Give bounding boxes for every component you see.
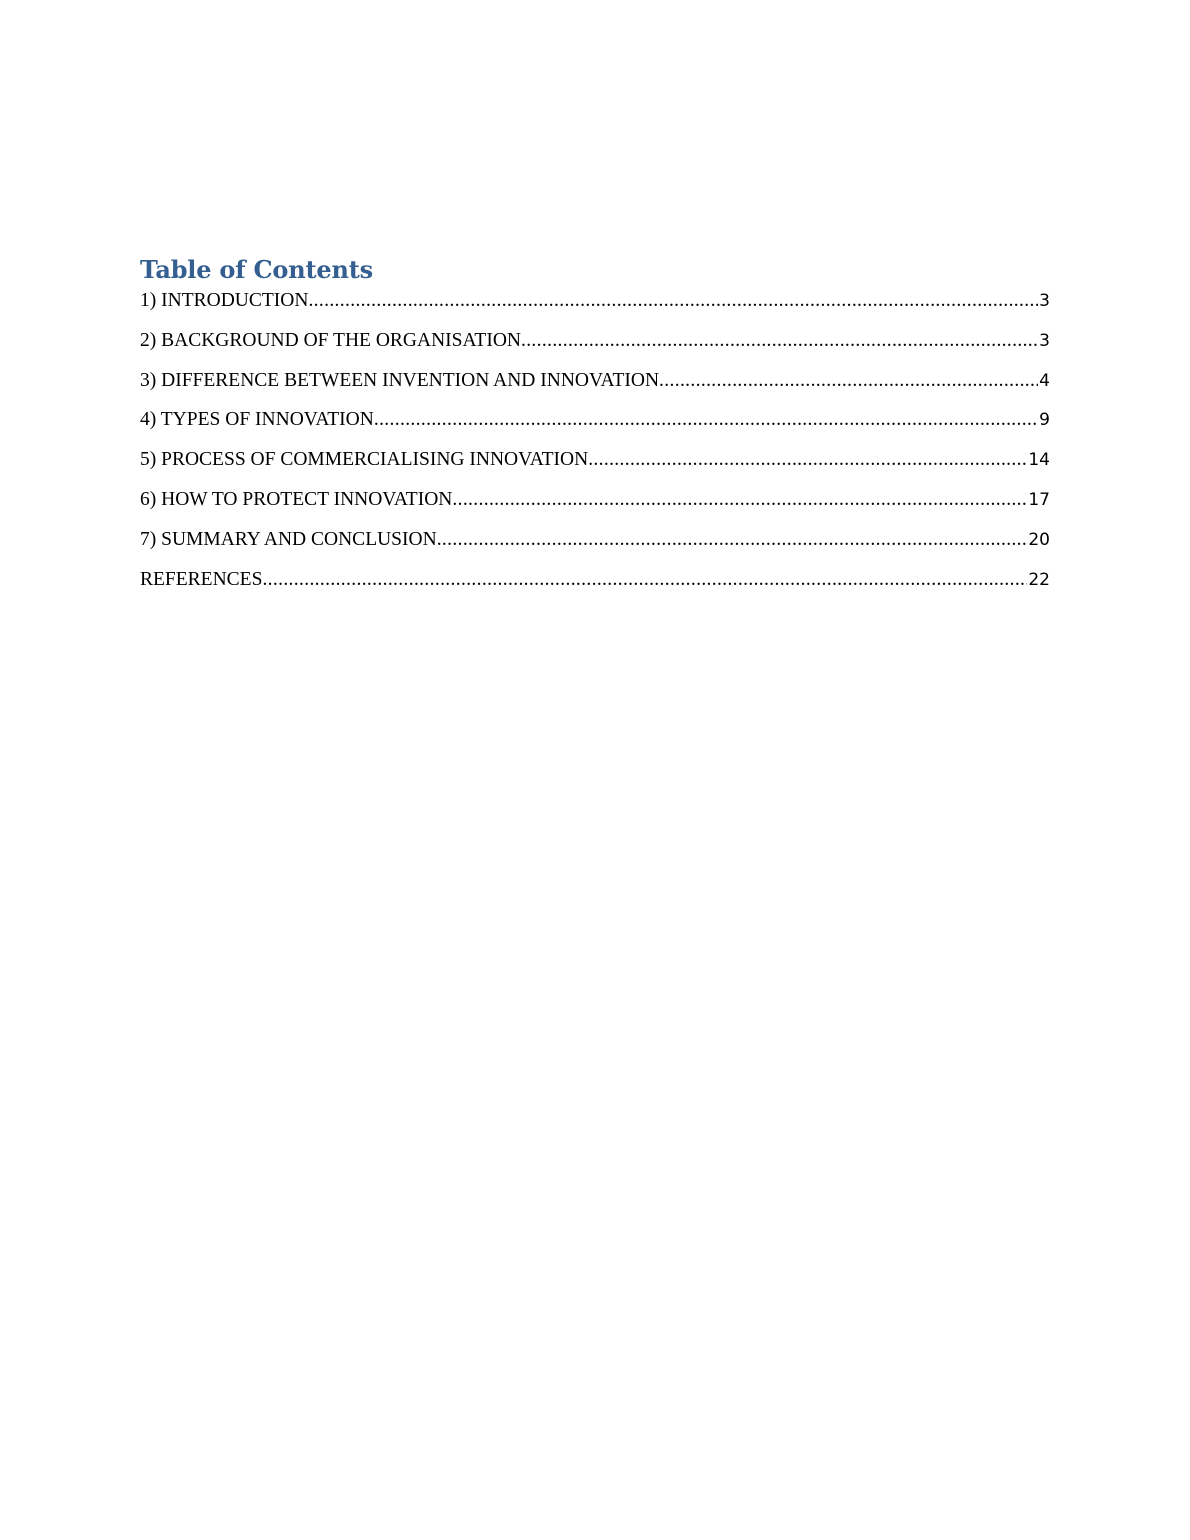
toc-title: Table of Contents [140,255,373,284]
toc-entry-difference[interactable] [140,366,1050,406]
toc-entry-background[interactable] [140,326,1050,366]
toc-entry-label: 7) SUMMARY AND CONCLUSION [140,528,437,550]
toc-entry-label: 1) INTRODUCTION [140,290,309,311]
toc-page-number: 22 [1028,569,1050,590]
toc-entry-label: 4) TYPES OF INNOVATION [140,409,374,431]
toc-dot-leader [521,326,1038,356]
toc-entry-introduction[interactable] [140,286,1050,326]
toc-dot-leader [437,525,1028,555]
toc-dot-leader [374,405,1038,435]
toc-dot-leader [262,565,1027,595]
toc-page-number: 3 [1039,291,1050,311]
table-of-contents [140,252,1050,604]
toc-page-number: 9 [1039,410,1050,431]
toc-dot-leader [588,445,1027,475]
toc-dot-leader [452,485,1027,515]
toc-entry-label: 6) HOW TO PROTECT INNOVATION [140,488,453,510]
toc-entry-label: 3) DIFFERENCE BETWEEN INVENTION AND INNOVATION [140,369,660,391]
toc-entry-references[interactable] [140,565,1050,605]
toc-list [140,286,1050,604]
toc-entry-protect[interactable] [140,485,1050,525]
toc-dot-leader [659,366,1038,396]
toc-entry-summary[interactable] [140,525,1050,565]
toc-entry-types[interactable] [140,405,1050,445]
toc-dot-leader [308,286,1038,316]
toc-entry-label: REFERENCES [140,568,263,590]
toc-page-number: 3 [1039,330,1050,351]
toc-page-number: 17 [1028,489,1050,510]
toc-page-number: 20 [1028,529,1050,550]
toc-page-number: 4 [1039,370,1050,391]
toc-entry-label: 5) PROCESS OF COMMERCIALISING INNOVATION [140,449,589,471]
toc-entry-process[interactable] [140,445,1050,485]
toc-entry-label: 2) BACKGROUND OF THE ORGANISATION [140,329,521,351]
toc-page-number: 14 [1028,450,1050,471]
